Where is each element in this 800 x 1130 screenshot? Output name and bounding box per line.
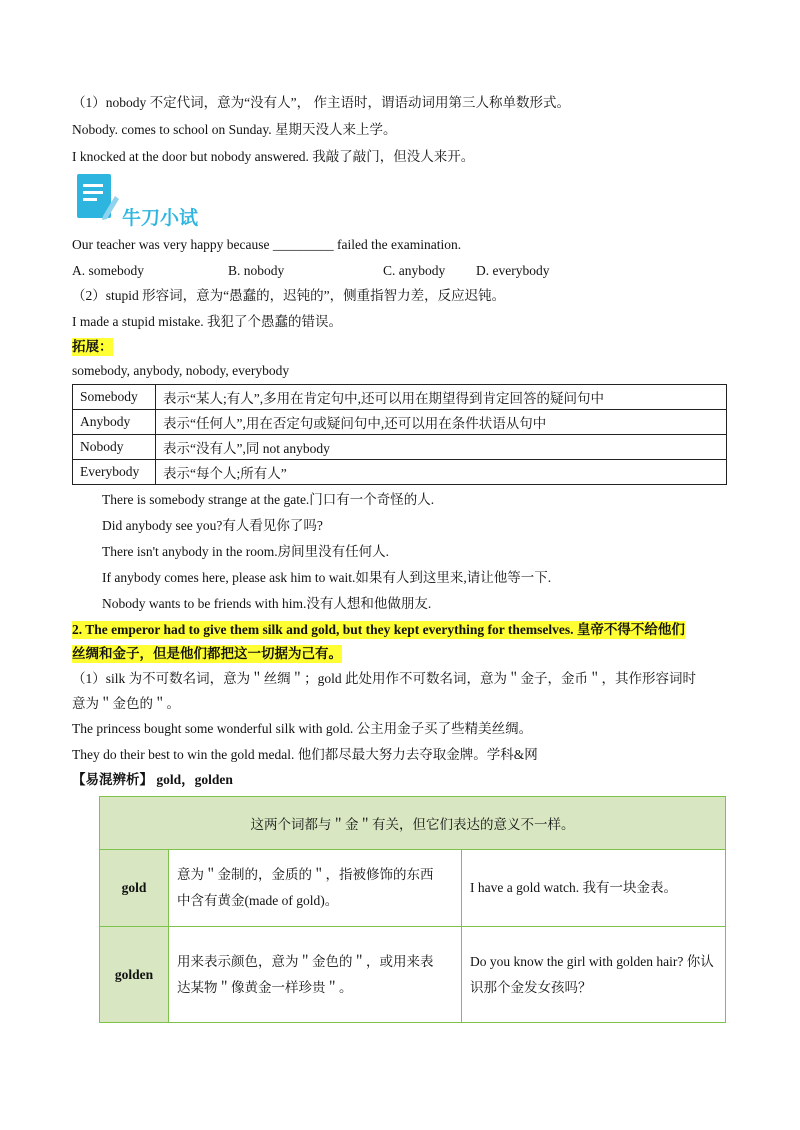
- pronoun-example: There isn't anybody in the room.房间里没有任何人.: [102, 544, 390, 559]
- stupid-example: I made a stupid mistake. 我犯了个愚蠢的错误。: [72, 314, 342, 329]
- pronoun-desc: 表示“某人;有人”,多用在肯定句中,还可以用在期望得到肯定回答的疑问句中: [156, 385, 727, 410]
- desc-cell: [169, 927, 462, 1023]
- table-row: [73, 435, 727, 460]
- example-line: 识那个金发女孩吗？: [470, 979, 592, 995]
- nobody-explanation: （1）nobody 不定代词，意为“没有人”， 作主语时，谓语动词用第三人称单数形式。: [72, 95, 570, 110]
- practice-question: Our teacher was very happy because _________ failed the examination.: [72, 237, 462, 252]
- desc-line: 达某物＂像黄金一样珍贵＂。: [177, 979, 353, 995]
- option-b: B. nobody: [228, 263, 285, 278]
- table-row: [73, 460, 727, 485]
- notepad-pencil-icon: [75, 172, 119, 222]
- stupid-explanation: （2）stupid 形容词，意为“愚蠢的，迟钝的”，侧重指智力差，反应迟钝。: [72, 288, 506, 303]
- example-cell: [462, 927, 726, 1023]
- point-2-heading-cont: 丝绸和金子，但是他们都把这一切据为己有。: [72, 646, 342, 661]
- silk-gold-explanation-cont: 意为＂金色的＂。: [72, 696, 180, 711]
- table-row: [100, 850, 726, 927]
- pronoun-word: Nobody: [73, 435, 156, 460]
- table-row: [73, 385, 727, 410]
- table-row: [73, 410, 727, 435]
- word-cell: golden: [100, 927, 169, 1023]
- pronoun-word: Everybody: [73, 460, 156, 485]
- table-row: [100, 797, 726, 850]
- nobody-example-1: Nobody. comes to school on Sunday. 星期天没人来上学。: [72, 122, 397, 137]
- pronoun-example: Did anybody see you?有人看见你了吗?: [102, 518, 323, 533]
- option-d: D. everybody: [476, 263, 550, 278]
- pronoun-example: If anybody comes here, please ask him to wait.如果有人到这里来,请让他等一下.: [102, 570, 552, 585]
- pronoun-example: There is somebody strange at the gate.门口有一个奇怪的人.: [102, 492, 435, 507]
- pronoun-word: Anybody: [73, 410, 156, 435]
- pronoun-example: Nobody wants to be friends with him.没有人想和他做朋友.: [102, 596, 432, 611]
- table-header: 这两个词都与＂金＂有关，但它们表达的意义不一样。: [100, 797, 726, 850]
- pronoun-word: Somebody: [73, 385, 156, 410]
- example-cell: [462, 850, 726, 927]
- table-row: [100, 927, 726, 1023]
- desc-line: 中含有黄金(made of gold)。: [177, 893, 339, 908]
- desc-line: 用来表示颜色，意为＂金色的＂，或用来表: [177, 953, 434, 969]
- pronoun-desc: 表示“每个人;所有人”: [156, 460, 727, 485]
- pronoun-table: [72, 384, 727, 485]
- desc-line: 意为＂金制的，金质的＂，指被修饰的东西: [177, 867, 434, 882]
- point-2-heading: 2. The emperor had to give them silk and gold, but they kept everything for themselves. 皇帝不得不给他们: [72, 622, 685, 637]
- practice-title: 牛刀小试: [122, 207, 199, 229]
- pronoun-desc: 表示“任何人”,用在否定句或疑问句中,还可以用在条件状语从句中: [156, 410, 727, 435]
- example-line: Do you know the girl with golden hair? 你认: [470, 953, 714, 969]
- expand-label: 拓展：: [72, 339, 113, 354]
- silk-example: The princess bought some wonderful silk with gold. 公主用金子买了些精美丝绸。: [72, 721, 533, 736]
- desc-cell: [169, 850, 462, 927]
- option-c: C. anybody: [383, 263, 446, 278]
- gold-medal-example: They do their best to win the gold medal. 他们都尽最大努力去夺取金牌。学科&网: [72, 747, 538, 762]
- option-a: A. somebody: [72, 263, 144, 278]
- pronoun-desc: 表示“没有人”,同 not anybody: [156, 435, 727, 460]
- confuse-label: 【易混辨析】 gold，golden: [72, 772, 233, 787]
- nobody-example-2: I knocked at the door but nobody answered. 我敲了敲门，但没人来开。: [72, 149, 475, 164]
- silk-gold-explanation: （1）silk 为不可数名词，意为＂丝绸＂；gold 此处用作不可数名词，意为＂金子，金币＂，其作形容词时: [72, 671, 697, 686]
- pronoun-list: somebody, anybody, nobody, everybody: [72, 363, 290, 378]
- example-line: I have a gold watch. 我有一块金表。: [470, 880, 677, 895]
- gold-golden-table: [99, 796, 726, 1023]
- word-cell: gold: [100, 850, 169, 927]
